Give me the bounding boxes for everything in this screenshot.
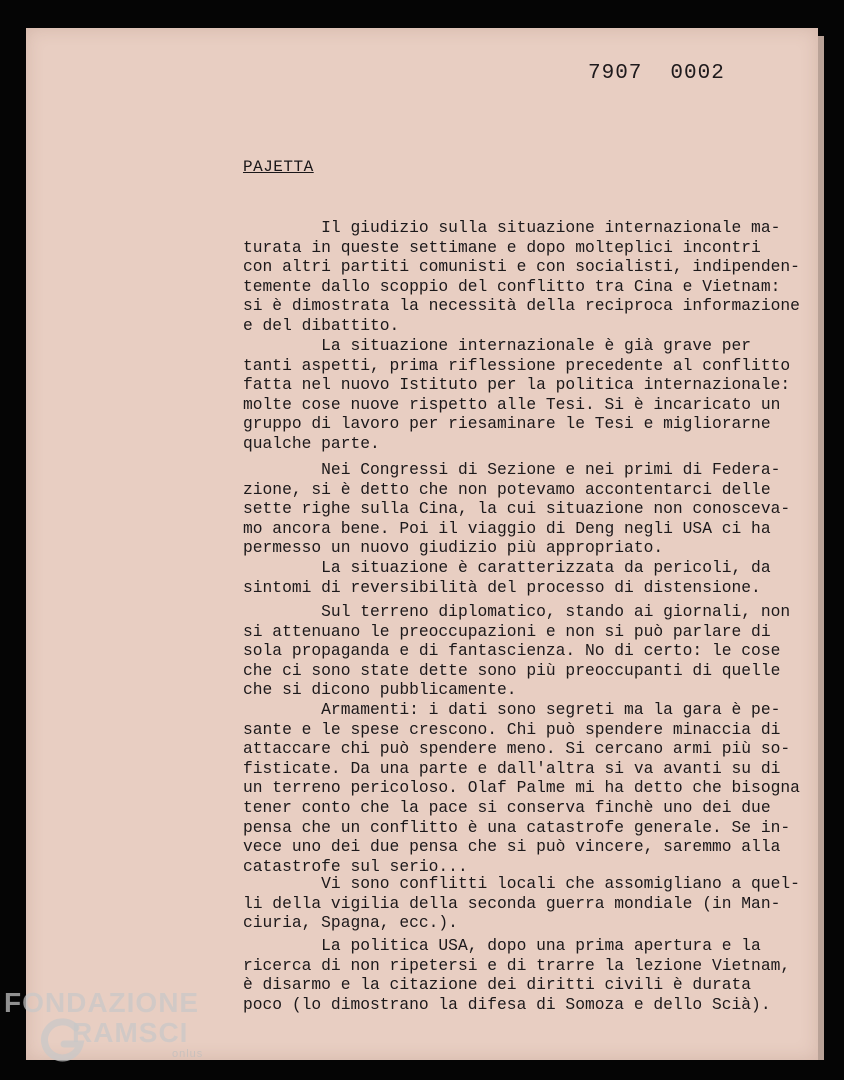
document-number-right: 0002 [670, 62, 725, 85]
paragraph-2: La situazione internazionale è già grave per tanti aspetti, prima riflessione precedente al conflitto fatta nel nuovo Istituto per la politica internazionale: molte cose nuove rispetto alle Tesi. Si è incaricato un gruppo di lavoro per riesaminare le Tesi e migliorarne qualche parte. [243, 336, 791, 453]
watermark-line1: FONDAZIONE [4, 987, 200, 1018]
page-edge [818, 36, 824, 1060]
watermark-line3: onlus [172, 1048, 204, 1060]
document-number-left: 7907 [588, 62, 643, 85]
paragraph-1: Il giudizio sulla situazione internazionale ma- turata in queste settimane e dopo molteplici incontri con altri partiti comunisti e con socialisti, indipenden- temente dallo scoppio del conflitto tra Cina e Vietnam: si è dimostrata la necessità della reciproca informazione e del dibattito. [243, 218, 800, 335]
document-number [588, 62, 725, 85]
paragraph-6: Armamenti: i dati sono segreti ma la gara è pe- sante e le spese crescono. Chi può spendere minaccia di attaccare chi può spendere meno. Si cercano armi più so- fisticate. Da una parte e dall'altra si va avanti su di un terreno pericoloso. Olaf Palme mi ha detto che bisogna tener conto che la pace si conserva finchè uno dei due pensa che un conflitto è una catastrofe generale. Se in- vece uno dei due pensa che si può vincere, saremmo alla catastrofe sul serio... [243, 700, 800, 876]
paragraph-8: La politica USA, dopo una prima apertura e la ricerca di non ripetersi e di trarre la lezione Vietnam, è disarmo e la citazione dei diritti civili è durata poco (lo dimostrano la difesa di Somoza e dello Scià). [243, 936, 791, 1014]
paragraph-5: Sul terreno diplomatico, stando ai giornali, non si attenuano le preoccupazioni e non si può parlare di sola propaganda e di fantascienza. No di certo: le cose che ci sono state dette sono più preoccupanti di quelle che si dicono pubblicamente. [243, 602, 791, 700]
watermark-fondazione-gramsci [4, 988, 203, 1060]
heading-speaker: PAJETTA [243, 158, 314, 176]
paragraph-7: Vi sono conflitti locali che assomigliano a quel- li della vigilia della seconda guerra mondiale (in Man- ciuria, Spagna, ecc.). [243, 874, 800, 933]
paragraph-3: Nei Congressi di Sezione e nei primi di Federa- zione, si è detto che non potevamo accontentarci delle sette righe sulla Cina, la cui situazione non conosceva- mo ancora bene. Poi il viaggio di Deng negli USA ci ha permesso un nuovo giudizio più appropriato. [243, 460, 791, 558]
paragraph-4: La situazione è caratterizzata da pericoli, da sintomi di reversibilità del processo di distensione. [243, 558, 771, 597]
gramsci-logo-icon [36, 1014, 88, 1066]
watermark-line2: RAMSCI [72, 1017, 189, 1048]
